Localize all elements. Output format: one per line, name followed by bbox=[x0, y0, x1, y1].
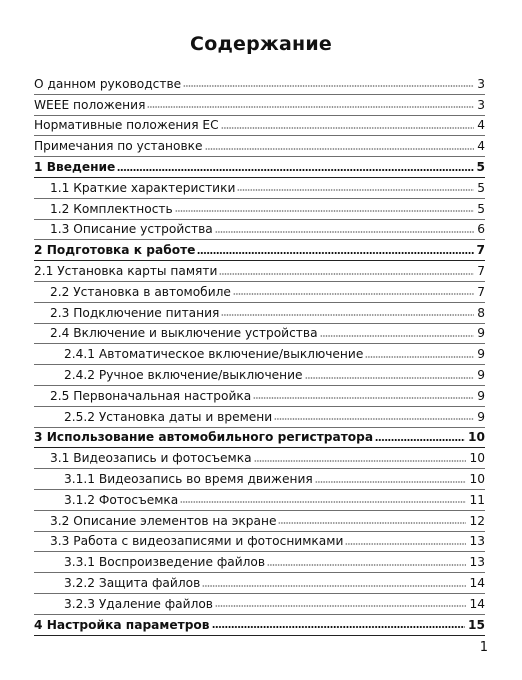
dot-leader bbox=[202, 585, 466, 587]
toc-entry[interactable] bbox=[34, 136, 485, 157]
toc-entry-page: 10 bbox=[469, 451, 485, 466]
toc-entry-page: 9 bbox=[477, 347, 485, 362]
toc-entry-page: 7 bbox=[476, 243, 485, 258]
toc-entry[interactable] bbox=[34, 282, 485, 303]
toc-entry[interactable] bbox=[34, 552, 485, 573]
toc-entry[interactable] bbox=[34, 594, 485, 615]
dot-leader bbox=[221, 314, 474, 316]
dot-leader bbox=[183, 85, 474, 87]
toc-entry[interactable] bbox=[34, 490, 485, 511]
toc-entry-label: 2.2 Установка в автомобиле bbox=[50, 284, 231, 299]
toc-entry-label: 2.4.2 Ручное включение/выключение bbox=[64, 368, 303, 383]
toc-entry-page: 14 bbox=[469, 576, 485, 591]
dot-leader bbox=[237, 189, 474, 191]
toc-entry-label: 3 Использование автомобильного регистратора bbox=[34, 430, 374, 445]
toc-entry-page: 3 bbox=[477, 76, 485, 91]
toc-entry-label: 1.1 Краткие характеристики bbox=[50, 180, 236, 195]
dot-leader bbox=[253, 397, 474, 399]
dot-leader bbox=[215, 605, 466, 607]
toc-entry[interactable] bbox=[34, 324, 485, 345]
toc-entry-page: 9 bbox=[477, 368, 485, 383]
toc-entry-label: 3.1.1 Видеозапись во время движения bbox=[64, 472, 313, 487]
toc-entry-page: 13 bbox=[469, 555, 485, 570]
toc-entry-label: 3.2.3 Удаление файлов bbox=[64, 596, 213, 611]
dot-leader bbox=[117, 169, 473, 171]
toc-entry-page: 5 bbox=[477, 180, 485, 195]
toc-entry-page: 4 bbox=[477, 139, 485, 154]
toc-entry[interactable] bbox=[34, 303, 485, 324]
toc-entry[interactable] bbox=[34, 407, 485, 428]
toc-entry[interactable] bbox=[34, 386, 485, 407]
toc-entry-label: 3.2 Описание элементов на экране bbox=[50, 513, 277, 528]
toc-entry[interactable] bbox=[34, 261, 485, 282]
toc-entry-label: 3.1 Видеозапись и фотосъемка bbox=[50, 451, 252, 466]
toc-entry-label: 2.3 Подключение питания bbox=[50, 305, 220, 320]
toc-entry-label: Примечания по установке bbox=[34, 139, 203, 154]
toc-entry[interactable] bbox=[34, 511, 485, 532]
toc-entry-label: 3.1.2 Фотосъемка bbox=[64, 492, 179, 507]
toc-entry[interactable] bbox=[34, 532, 485, 553]
dot-leader bbox=[305, 377, 475, 379]
toc-entry[interactable] bbox=[34, 240, 485, 261]
page-number: 1 bbox=[479, 640, 488, 655]
dot-leader bbox=[197, 252, 473, 254]
toc-entry-label: 1.3 Описание устройства bbox=[50, 222, 213, 237]
toc-entry-label: 2.4 Включение и выключение устройства bbox=[50, 326, 318, 341]
toc-entry[interactable] bbox=[34, 365, 485, 386]
toc-entry[interactable] bbox=[34, 220, 485, 241]
dot-leader bbox=[175, 210, 475, 212]
toc-entry-page: 7 bbox=[477, 264, 485, 279]
toc-entry-label: 2.4.1 Автоматическое включение/выключение bbox=[64, 347, 364, 362]
toc-entry[interactable] bbox=[34, 469, 485, 490]
dot-leader bbox=[233, 293, 474, 295]
toc-entry-label: 3.3 Работа с видеозаписями и фотоснимками bbox=[50, 534, 344, 549]
toc-entry-page: 3 bbox=[477, 97, 485, 112]
dot-leader bbox=[267, 564, 466, 566]
dot-leader bbox=[320, 335, 475, 337]
toc-entry-page: 5 bbox=[476, 160, 485, 175]
toc-entry-label: Нормативные положения ЕС bbox=[34, 118, 219, 133]
dot-leader bbox=[315, 481, 467, 483]
toc-entry-page: 10 bbox=[469, 472, 485, 487]
toc-entry-page: 7 bbox=[477, 284, 485, 299]
toc-entry-label: 1 Введение bbox=[34, 160, 116, 175]
dot-leader bbox=[212, 626, 466, 628]
dot-leader bbox=[219, 273, 474, 275]
toc-entry[interactable] bbox=[34, 448, 485, 469]
toc-entry[interactable] bbox=[34, 74, 485, 95]
toc-entry-page: 15 bbox=[468, 617, 485, 632]
toc-entry-label: 1.2 Комплектность bbox=[50, 201, 173, 216]
toc-entry[interactable] bbox=[34, 615, 485, 636]
dot-leader bbox=[345, 543, 466, 545]
toc-entry-label: 2.5 Первоначальная настройка bbox=[50, 388, 252, 403]
toc-entry-label: WEEE положения bbox=[34, 97, 146, 112]
dot-leader bbox=[205, 148, 475, 150]
dot-leader bbox=[375, 439, 465, 441]
dot-leader bbox=[274, 418, 474, 420]
toc-entry-label: 4 Настройка параметров bbox=[34, 617, 210, 632]
toc-entry-page: 9 bbox=[477, 388, 485, 403]
toc-entry-label: 3.2.2 Защита файлов bbox=[64, 576, 201, 591]
dot-leader bbox=[180, 501, 466, 503]
toc-entry-label: 3.3.1 Воспроизведение файлов bbox=[64, 555, 266, 570]
toc-entry-page: 14 bbox=[469, 596, 485, 611]
toc-entry-page: 10 bbox=[468, 430, 485, 445]
dot-leader bbox=[278, 522, 466, 524]
dot-leader bbox=[365, 356, 474, 358]
toc-entry-label: 2 Подготовка к работе bbox=[34, 243, 196, 258]
toc-entry-label: О данном руководстве bbox=[34, 76, 182, 91]
toc-entry-page: 4 bbox=[477, 118, 485, 133]
toc-entry-page: 6 bbox=[477, 222, 485, 237]
toc-entry[interactable] bbox=[34, 573, 485, 594]
dot-leader bbox=[221, 127, 475, 129]
toc-entry-page: 8 bbox=[477, 305, 485, 320]
toc-entry[interactable] bbox=[34, 178, 485, 199]
toc-entry-page: 9 bbox=[477, 326, 485, 341]
dot-leader bbox=[147, 106, 474, 108]
table-of-contents bbox=[34, 74, 485, 636]
toc-entry[interactable] bbox=[34, 428, 485, 449]
toc-entry[interactable] bbox=[34, 344, 485, 365]
dot-leader bbox=[215, 231, 474, 233]
toc-entry[interactable] bbox=[34, 199, 485, 220]
toc-entry-page: 11 bbox=[469, 492, 485, 507]
toc-entry-page: 13 bbox=[469, 534, 485, 549]
dot-leader bbox=[254, 460, 467, 462]
toc-entry[interactable] bbox=[34, 157, 485, 178]
toc-entry[interactable] bbox=[34, 95, 485, 116]
toc-entry-page: 12 bbox=[469, 513, 485, 528]
toc-entry-label: 2.1 Установка карты памяти bbox=[34, 264, 218, 279]
page-title: Содержание bbox=[190, 33, 332, 55]
toc-entry-page: 5 bbox=[477, 201, 485, 216]
toc-entry[interactable] bbox=[34, 116, 485, 137]
toc-entry-page: 9 bbox=[477, 409, 485, 424]
toc-entry-label: 2.5.2 Установка даты и времени bbox=[64, 409, 273, 424]
